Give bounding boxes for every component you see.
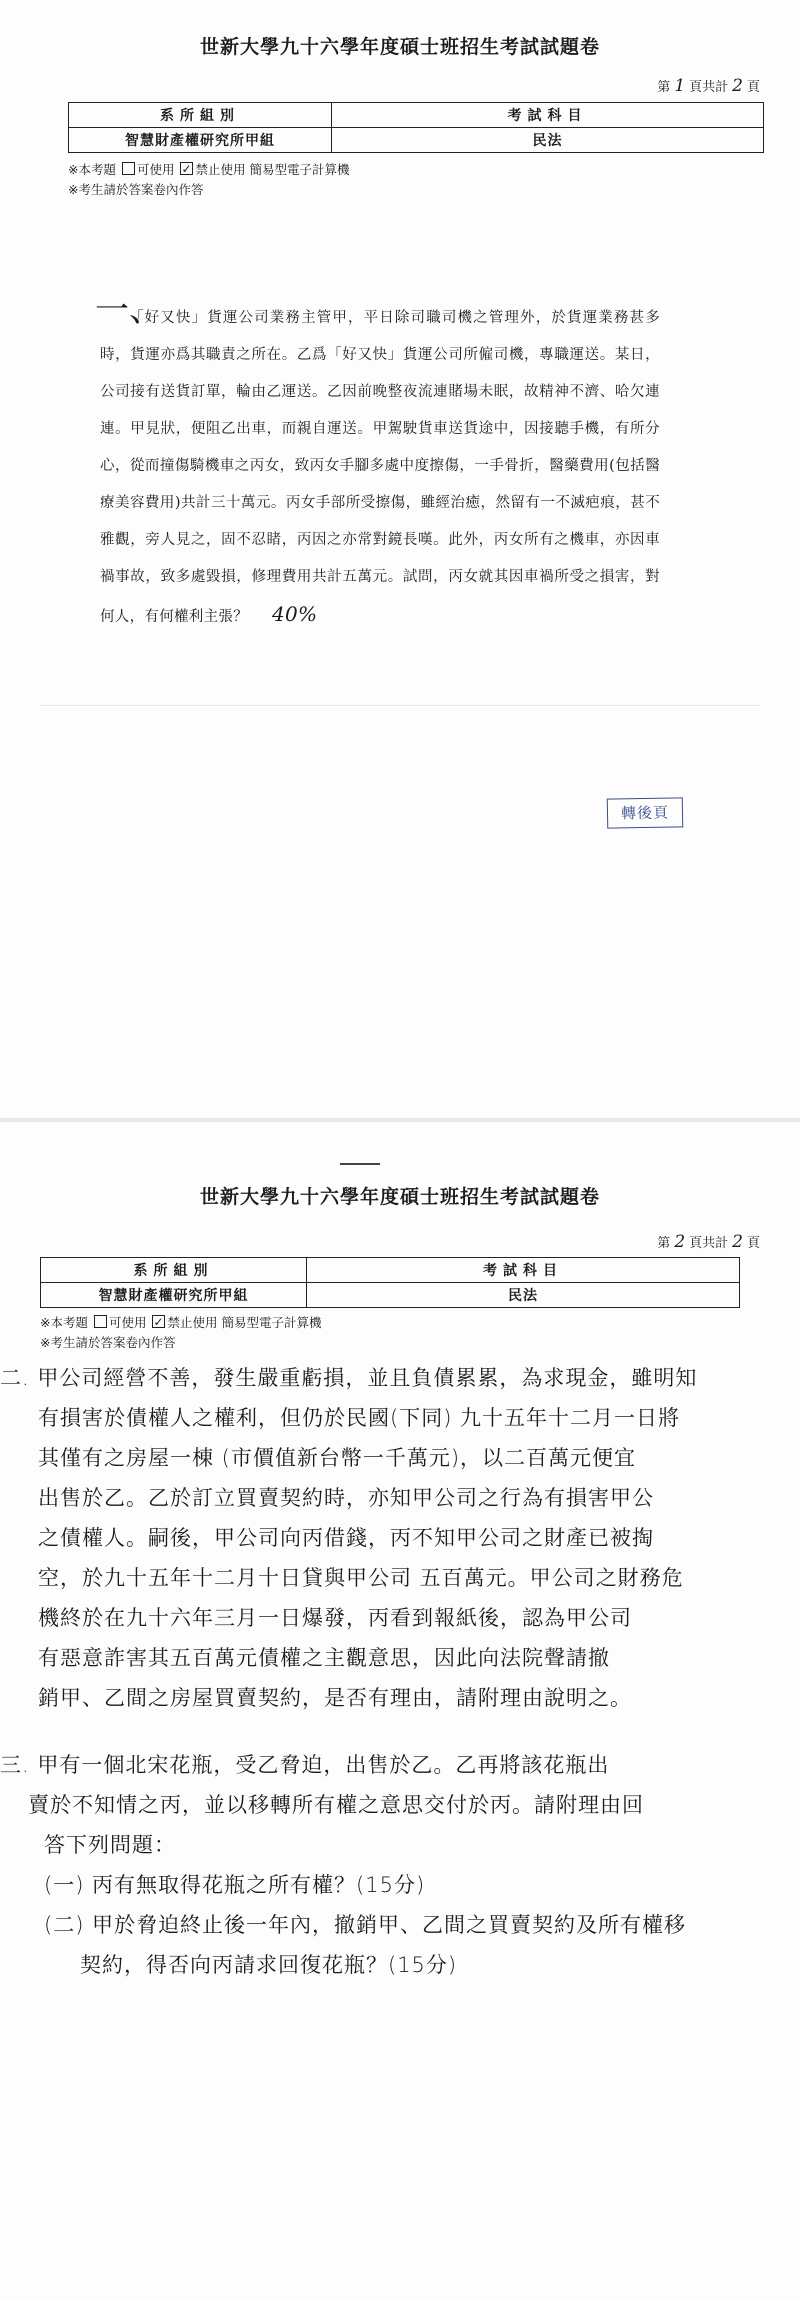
question-3-subquestion-1: (一) 丙有無取得花瓶之所有權？(15分) [44, 1873, 426, 1897]
page-middle: 頁共計 [689, 1236, 729, 1251]
calc-forbidden-label: 禁止使用 [195, 162, 246, 177]
subject-value: 民法 [307, 1283, 740, 1308]
answer-note: ※考生請於答案卷內作答 [68, 182, 204, 197]
question-2-handwritten [0, 1358, 697, 1718]
question-2-line: 出售於乙。乙於訂立買賣契約時，亦知甲公司之行為有損害甲公 [38, 1486, 654, 1510]
question-2-line: 機終於在九十六年三月一日爆發，丙看到報紙後，認為甲公司 [38, 1606, 632, 1630]
checkbox-forbidden-checked [180, 162, 193, 175]
subject-header: 考試科目 [307, 1258, 740, 1283]
question-3-line: 賣於不知情之丙，並以移轉所有權之意思交付於丙。請附理由回 [28, 1793, 644, 1817]
question-2-line: 其僅有之房屋一棟 (市價值新台幣一千萬元)，以二百萬元便宜 [38, 1446, 637, 1470]
divider-line [40, 705, 760, 706]
page-indicator-2 [657, 1232, 760, 1252]
question-2-line: 有惡意詐害其五百萬元債權之主觀意思，因此向法院聲請撤 [38, 1646, 610, 1670]
question-2-line: 銷甲、乙間之房屋買賣契約，是否有理由，請附理由說明之。 [38, 1686, 632, 1710]
calc-prefix: ※本考題 [40, 1315, 88, 1330]
page-indicator [657, 76, 760, 96]
question-3-line: 契約，得否向丙請求回復花瓶？(15分) [80, 1953, 458, 1977]
question-1-text: 「好又快」貨運公司業務主管甲，平日除司職司機之管理外，於貨運業務甚多時，貨運亦爲其職責之所在。乙爲「好又快」貨運公司所僱司機，專職運送。某日，公司接有送貨訂單，輪由乙運送。乙因前晚整夜流連賭場未眠，故精神不濟、哈欠連連。甲見狀，便阻乙出車，而親自運送。甲駕駛貨車送貨途中，因接聽手機，有所分心，從而撞傷騎機車之丙女，致丙女手腳多處中度擦傷，一手骨折，醫藥費用(包括醫療美容費用)共計三十萬元。丙女手部所受擦傷，雖經治癒，然留有一不滅疤痕，甚不雅觀，旁人見之，固不忍睹，丙因之亦常對鏡長嘆。此外，丙女所有之機車，亦因車禍事故，致多處毀損，修理費用共計五萬元。試問，丙女就其因車禍所受之損害，對何人，有何權利主張？ [100, 310, 660, 625]
question-3-subquestion-2: (二) 甲於脅迫終止後一年內，撤銷甲、乙間之買賣契約及所有權移 [44, 1913, 687, 1937]
question-2-line: 有損害於債權人之權利，但仍於民國(下同) 九十五年十二月一日將 [38, 1406, 681, 1430]
calc-suffix: 簡易型電子計算機 [249, 162, 350, 177]
page-prefix: 第 [657, 80, 671, 95]
calc-prefix: ※本考題 [68, 162, 116, 177]
checkbox-allowed [122, 162, 135, 175]
question-2-line: 空，於九十五年十二月十日貸與甲公司 五百萬元。甲公司之財務危 [38, 1566, 684, 1590]
exam-title: 世新大學九十六學年度碩士班招生考試試題卷 [199, 36, 600, 58]
exam-info-table [68, 102, 764, 153]
answer-note: ※考生請於答案卷內作答 [40, 1335, 176, 1350]
subject-value: 民法 [332, 128, 764, 153]
question-1-number: 一、 [95, 290, 163, 330]
question-3-line: 答下列問題： [44, 1833, 176, 1857]
continue-next-page-stamp: 轉後頁 [607, 797, 684, 828]
calc-allowed-label: 可使用 [136, 162, 175, 177]
page-number: 2 [674, 1232, 686, 1252]
calc-allowed-label: 可使用 [108, 1315, 147, 1330]
calculator-note [40, 1313, 321, 1333]
department-header: 系所組別 [41, 1258, 307, 1283]
page-total: 2 [732, 1232, 743, 1252]
question-2-line: 二. 甲公司經營不善，發生嚴重虧損，並且負債累累，為求現金，雖明知 [0, 1366, 698, 1390]
checkbox-forbidden-checked [152, 1315, 165, 1328]
department-value: 智慧財產權研究所甲組 [41, 1283, 307, 1308]
question-3-line: 三. 甲有一個北宋花瓶，受乙脅迫，出售於乙。乙再將該花瓶出 [0, 1753, 610, 1777]
department-value: 智慧財產權研究所甲組 [69, 128, 332, 153]
question-1-score: 40% [272, 602, 318, 626]
page-suffix: 頁 [746, 1236, 760, 1251]
calc-suffix: 簡易型電子計算機 [221, 1315, 322, 1330]
subject-header: 考試科目 [332, 103, 764, 128]
sheet-divider [0, 1118, 800, 1122]
exam-notes [68, 160, 349, 200]
department-header: 系所組別 [69, 103, 332, 128]
page-suffix: 頁 [746, 80, 760, 95]
page-number: 1 [674, 76, 686, 96]
page-total: 2 [732, 76, 743, 96]
exam-info-table-2 [40, 1257, 740, 1308]
exam-title-page-2: 世新大學九十六學年度碩士班招生考試試題卷 [199, 1186, 600, 1208]
question-1 [100, 300, 660, 636]
checkbox-allowed [94, 1315, 107, 1328]
question-3-handwritten [0, 1745, 686, 1985]
page-middle: 頁共計 [689, 80, 729, 95]
question-2-line: 之債權人。嗣後，甲公司向丙借錢，丙不知甲公司之財產已被掏 [38, 1526, 654, 1550]
calc-forbidden-label: 禁止使用 [167, 1315, 218, 1330]
calculator-note [68, 160, 349, 180]
exam-notes-2 [40, 1313, 321, 1353]
page-prefix: 第 [657, 1236, 671, 1251]
dash-mark [340, 1163, 380, 1165]
